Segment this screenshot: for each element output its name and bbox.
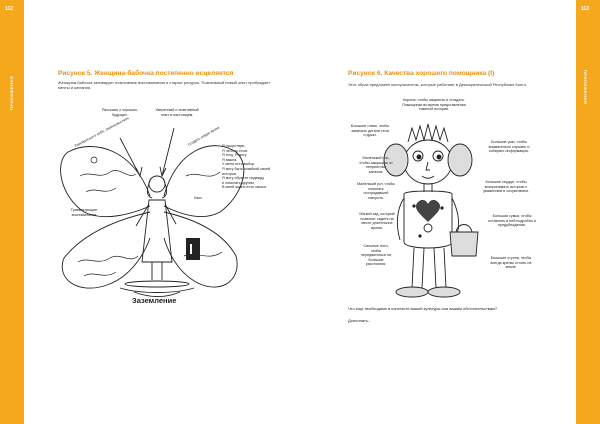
- affirmation-line: Я могу обрести надежду: [222, 176, 265, 181]
- affirmation-line: Я хочу. Я могу.: [222, 153, 248, 158]
- addon-text: Дополнить...: [348, 318, 372, 323]
- affirmation-line: Я существую.: [222, 144, 246, 148]
- affirmations-list: [222, 144, 292, 190]
- left-margin-strip: [0, 0, 24, 424]
- label-bag: Большая сумка, чтобы оставлять в ней подробно и предубеждения.: [488, 214, 536, 228]
- affirmation-line: Я важна.: [222, 157, 238, 162]
- label-feet: Большие ступни, чтобы всегда крепко стоять на земле.: [490, 256, 532, 270]
- label-ears: Большие уши, чтобы внимательно слушать и собирать информацию.: [488, 140, 530, 154]
- helper-figure-illustration: [300, 0, 576, 424]
- label-new-experience: Уверенный и позитивный опыт в настоящем.: [155, 108, 199, 117]
- label-heart: Большое сердце, чтобы воспринимать историю с уважением и сочувствием.: [483, 180, 529, 194]
- right-page-number: 113: [581, 6, 590, 12]
- label-arc-left: Разобраться в себе, переосмыслить: [74, 115, 130, 149]
- label-arc-right: Создать новую жизнь: [187, 125, 221, 147]
- label-chaos: Хаос: [193, 196, 203, 200]
- question-text: Что еще необходимо в контексте вашей культуры или вашим обстоятельствам?: [348, 306, 498, 311]
- label-legs: Сильные ноги, чтобы передвигаться на большие расстояния.: [360, 244, 392, 267]
- label-positive-memories: Рассказы о хороших, будущих.: [101, 108, 139, 117]
- left-page-number: 112: [5, 6, 14, 12]
- affirmation-line: истории.: [222, 171, 237, 176]
- label-crown: Корона, чтобы защитить и отгадать. Помощники во время представления тяжелой истории.: [402, 98, 466, 112]
- label-eyes: Большие глаза, чтобы замечать детали тела и души.: [350, 124, 390, 138]
- label-mouth: Маленький рот, чтобы помогать пострадавшей говорить.: [357, 182, 395, 200]
- label-bottom: Мягкий зад, который позволит сидеть на месте длительное время.: [359, 212, 395, 230]
- left-page: [24, 0, 300, 424]
- affirmation-line: Я чего-то стою.: [222, 148, 249, 153]
- affirmation-line: Я могу быть хозяйкой своей: [222, 166, 271, 171]
- left-side-label: ПРИЛОЖЕНИЯ: [9, 75, 14, 110]
- figure-6-description: Этот образ предложен консультантом, которые работают в Демократической Республике Конго.: [348, 82, 528, 87]
- affirmation-line: У меня есть выбор.: [222, 162, 256, 167]
- figure-5-title: Рисунок 5. Женщина-бабочка постепенно исцеляется: [58, 70, 234, 77]
- figure-5-description: Женщина-бабочка активирует позитивные воспоминания и старые ресурсы. Позитивный новый опыт пробуждает мечты и желания.: [58, 80, 271, 90]
- figure-6-title: Рисунок 6. Качества хорошего помощника (I): [348, 70, 495, 77]
- label-grounding: Заземление: [132, 296, 177, 305]
- label-traumatic-memories: Травмирующие воспоминания: [70, 208, 98, 217]
- right-page: [300, 0, 576, 424]
- right-margin-strip: [576, 0, 600, 424]
- affirmation-line: В моей жизни есть смысл.: [222, 185, 268, 190]
- right-side-label: ПРИЛОЖЕНИЯ: [583, 70, 588, 105]
- label-nose: Маленький нос, чтобы защищать от неприятных запахов.: [359, 156, 393, 174]
- affirmation-line: и помогать другим.: [222, 180, 255, 185]
